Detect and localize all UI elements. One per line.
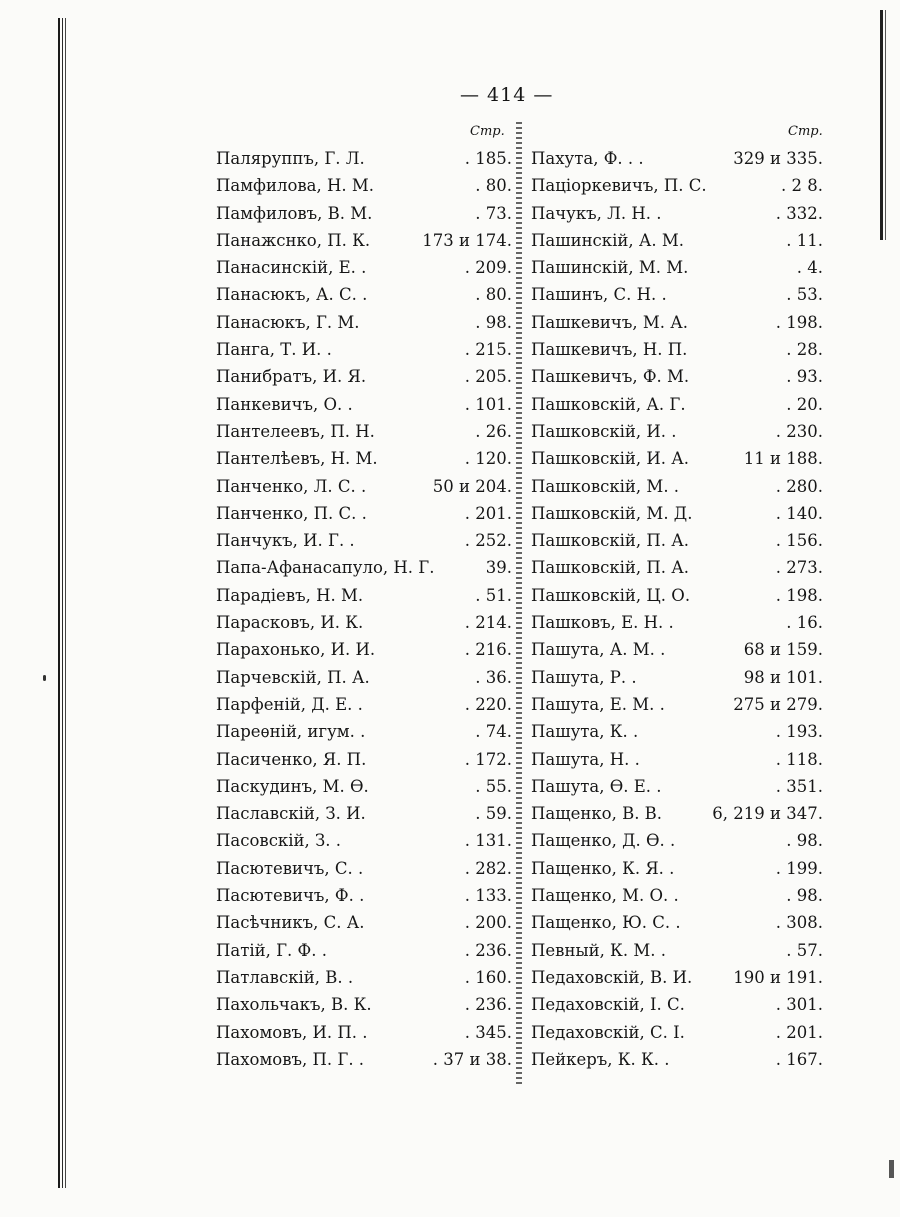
entry-name: Панажснко, П. К. bbox=[216, 230, 371, 250]
entry-page-ref: . 273. bbox=[775, 558, 823, 578]
entry-name: Педаховскій, В. И. bbox=[531, 967, 693, 987]
entry-page-ref: . 215. bbox=[464, 340, 512, 360]
index-entry bbox=[216, 257, 512, 284]
entry-page-ref: . 308. bbox=[775, 913, 823, 933]
entry-name: Пашинъ, С. Н. . bbox=[531, 285, 667, 305]
index-entry bbox=[216, 312, 512, 339]
index-entry bbox=[216, 1049, 512, 1076]
index-entry bbox=[216, 667, 512, 694]
entry-page-ref: . 11. bbox=[786, 230, 823, 250]
index-entry bbox=[216, 749, 512, 776]
entry-page-ref: . 185. bbox=[464, 149, 512, 168]
entry-page-ref: 173 и 174. bbox=[422, 230, 512, 250]
entry-name: Пашкевичъ, Н. П. bbox=[531, 340, 688, 360]
index-entry bbox=[216, 994, 512, 1021]
entry-page-ref: . 332. bbox=[775, 203, 823, 223]
column-header-right: Стр. bbox=[788, 124, 823, 139]
index-entry bbox=[531, 1049, 823, 1076]
entry-page-ref: 39. bbox=[485, 558, 512, 578]
entry-page-ref: . 172. bbox=[464, 749, 512, 769]
entry-page-ref: . 101. bbox=[464, 394, 512, 414]
entry-page-ref: 50 и 204. bbox=[432, 476, 512, 496]
entry-name: Паскудинъ, М. Ѳ. bbox=[216, 776, 369, 796]
entry-name: Пасѣчникъ, С. А. bbox=[216, 913, 365, 933]
index-entry bbox=[531, 284, 823, 311]
entry-name: Пейкеръ, К. К. . bbox=[531, 1049, 670, 1069]
entry-page-ref: . 37 и 38. bbox=[432, 1049, 512, 1069]
index-entry bbox=[531, 749, 823, 776]
index-entry bbox=[216, 940, 512, 967]
entry-name: Пантелѣевъ, Н. М. bbox=[216, 449, 378, 469]
index-entry bbox=[216, 366, 512, 393]
entry-page-ref: . 118. bbox=[775, 749, 823, 769]
entry-name: Пасиченко, Я. П. bbox=[216, 749, 367, 769]
index-entry bbox=[531, 530, 823, 557]
entry-name: Педаховскій, С. І. bbox=[531, 1022, 685, 1042]
entry-page-ref: . 236. bbox=[464, 995, 512, 1015]
entry-page-ref: . 198. bbox=[775, 585, 823, 605]
index-entry bbox=[531, 557, 823, 584]
entry-page-ref: 68 и 159. bbox=[743, 640, 823, 660]
entry-page-ref: . 140. bbox=[775, 503, 823, 523]
index-entry bbox=[216, 421, 512, 448]
entry-name: Пашкевичъ, Ф. М. bbox=[531, 367, 690, 387]
entry-name: Парчевскій, П. А. bbox=[216, 667, 370, 687]
column-header-left: Стр. bbox=[470, 124, 505, 139]
entry-name: Памфилова, Н. М. bbox=[216, 176, 375, 196]
entry-page-ref: . 80. bbox=[475, 285, 512, 305]
index-entry bbox=[531, 612, 823, 639]
entry-name: Пасютевичъ, С. . bbox=[216, 858, 364, 878]
entry-page-ref: . 236. bbox=[464, 940, 512, 960]
index-entry bbox=[216, 803, 512, 830]
entry-name: Пахомовъ, И. П. . bbox=[216, 1022, 368, 1042]
index-entry bbox=[531, 448, 823, 475]
entry-page-ref: . 98. bbox=[786, 831, 823, 851]
index-entry bbox=[531, 639, 823, 666]
entry-name: Парасковъ, И. К. bbox=[216, 613, 364, 633]
entry-page-ref: . 167. bbox=[775, 1049, 823, 1069]
entry-page-ref: . 26. bbox=[475, 421, 512, 441]
entry-page-ref: . 230. bbox=[775, 421, 823, 441]
entry-name: Пащенко, К. Я. . bbox=[531, 858, 675, 878]
index-entry bbox=[531, 721, 823, 748]
entry-name: Педаховскій, І. С. bbox=[531, 995, 685, 1015]
index-entry bbox=[531, 312, 823, 339]
entry-name: Патлавскій, В. . bbox=[216, 967, 354, 987]
index-entry bbox=[531, 667, 823, 694]
index-entry bbox=[531, 366, 823, 393]
entry-name: Патій, Г. Ф. . bbox=[216, 940, 327, 960]
entry-page-ref: . 59. bbox=[475, 804, 512, 824]
entry-name: Панкевичъ, О. . bbox=[216, 394, 353, 414]
entry-page-ref: . 160. bbox=[464, 967, 512, 987]
entry-page-ref: . 156. bbox=[775, 531, 823, 551]
entry-name: Пашковскій, М. . bbox=[531, 476, 680, 496]
entry-page-ref: . 201. bbox=[775, 1022, 823, 1042]
index-entry bbox=[531, 394, 823, 421]
index-entry bbox=[531, 830, 823, 857]
index-entry bbox=[216, 175, 512, 202]
index-entry bbox=[531, 175, 823, 202]
entry-page-ref: 6, 219 и 347. bbox=[712, 804, 823, 824]
index-entry bbox=[216, 203, 512, 230]
entry-name: Пашута, Р. . bbox=[531, 667, 637, 687]
entry-page-ref: . 20. bbox=[786, 394, 823, 414]
entry-page-ref: 190 и 191. bbox=[733, 967, 823, 987]
index-entry bbox=[531, 257, 823, 284]
entry-name: Парфеній, Д. Е. . bbox=[216, 694, 363, 714]
ink-speck bbox=[889, 1160, 894, 1178]
entry-name: Пасютевичъ, Ф. . bbox=[216, 886, 365, 906]
entry-name: Пашута, К. . bbox=[531, 722, 639, 742]
entry-name: Пашута, А. М. . bbox=[531, 640, 666, 660]
entry-page-ref: . 55. bbox=[475, 776, 512, 796]
index-entry bbox=[531, 148, 823, 175]
index-entry bbox=[216, 967, 512, 994]
index-entry bbox=[531, 230, 823, 257]
index-entry bbox=[216, 776, 512, 803]
entry-name: Парадіевъ, Н. М. bbox=[216, 585, 364, 605]
entry-page-ref: . 16. bbox=[786, 613, 823, 633]
index-entry bbox=[531, 694, 823, 721]
index-entry bbox=[216, 830, 512, 857]
binding-edge bbox=[58, 18, 67, 1188]
entry-page-ref: . 216. bbox=[464, 640, 512, 660]
entry-name: Памфиловъ, В. М. bbox=[216, 203, 373, 223]
index-entry bbox=[216, 503, 512, 530]
index-entry bbox=[531, 858, 823, 885]
index-entry bbox=[216, 858, 512, 885]
entry-name: Пашковскій, П. А. bbox=[531, 531, 690, 551]
entry-page-ref: . 133. bbox=[464, 886, 512, 906]
entry-name: Пашинскій, А. М. bbox=[531, 230, 685, 250]
entry-name: Панченко, Л. С. . bbox=[216, 476, 367, 496]
column-divider bbox=[516, 122, 522, 1087]
entry-name: Паляруппъ, Г. Л. bbox=[216, 149, 365, 168]
entry-page-ref: . 252. bbox=[464, 531, 512, 551]
entry-page-ref: . 36. bbox=[475, 667, 512, 687]
index-entry bbox=[531, 803, 823, 830]
entry-page-ref: . 98. bbox=[786, 886, 823, 906]
index-entry bbox=[216, 721, 512, 748]
index-entry bbox=[531, 940, 823, 967]
entry-name: Пащенко, М. О. . bbox=[531, 886, 679, 906]
entry-name: Пашута, Ѳ. Е. . bbox=[531, 776, 662, 796]
entry-page-ref: . 209. bbox=[464, 258, 512, 278]
entry-name: Пашковскій, Ц. О. bbox=[531, 585, 691, 605]
index-entry bbox=[216, 476, 512, 503]
entry-page-ref: . 345. bbox=[464, 1022, 512, 1042]
page-number: — 414 — bbox=[460, 84, 554, 106]
entry-name: Пашута, Е. М. . bbox=[531, 694, 665, 714]
entry-page-ref: . 351. bbox=[775, 776, 823, 796]
index-entry bbox=[531, 967, 823, 994]
index-entry bbox=[216, 230, 512, 257]
entry-page-ref: . 214. bbox=[464, 613, 512, 633]
entry-page-ref: . 73. bbox=[475, 203, 512, 223]
entry-page-ref: . 201. bbox=[464, 503, 512, 523]
index-entry bbox=[216, 530, 512, 557]
entry-name: Пасовскій, З. . bbox=[216, 831, 342, 851]
entry-name: Папа-Афанасапуло, Н. Г. bbox=[216, 558, 435, 578]
index-entry bbox=[531, 503, 823, 530]
entry-page-ref: . 57. bbox=[786, 940, 823, 960]
entry-name: Пашковъ, Е. Н. . bbox=[531, 613, 674, 633]
entry-page-ref: . 120. bbox=[464, 449, 512, 469]
index-column-right bbox=[531, 148, 823, 1076]
index-entry bbox=[531, 585, 823, 612]
entry-page-ref: . 98. bbox=[475, 312, 512, 332]
entry-page-ref: . 198. bbox=[775, 312, 823, 332]
index-entry bbox=[216, 557, 512, 584]
index-entry bbox=[531, 339, 823, 366]
index-entry bbox=[531, 912, 823, 939]
entry-name: Парахонько, И. И. bbox=[216, 640, 376, 660]
entry-name: Пашковскій, П. А. bbox=[531, 558, 690, 578]
index-entry bbox=[216, 1022, 512, 1049]
index-entry bbox=[216, 284, 512, 311]
entry-page-ref: . 301. bbox=[775, 995, 823, 1015]
entry-page-ref: . 205. bbox=[464, 367, 512, 387]
index-entry bbox=[216, 912, 512, 939]
entry-page-ref: . 4. bbox=[796, 258, 823, 278]
entry-page-ref: . 28. bbox=[786, 340, 823, 360]
index-column-left bbox=[216, 148, 512, 1076]
entry-page-ref: 11 и 188. bbox=[743, 449, 823, 469]
index-entry bbox=[531, 203, 823, 230]
page-edge-mark bbox=[880, 10, 888, 240]
index-entry bbox=[531, 476, 823, 503]
entry-page-ref: 329 и 335. bbox=[733, 149, 823, 168]
entry-page-ref: . 131. bbox=[464, 831, 512, 851]
entry-name: Пащенко, Д. Ѳ. . bbox=[531, 831, 676, 851]
entry-page-ref: . 220. bbox=[464, 694, 512, 714]
entry-name: Пахольчакъ, В. К. bbox=[216, 995, 372, 1015]
entry-name: Панибратъ, И. Я. bbox=[216, 367, 367, 387]
entry-name: Панга, Т. И. . bbox=[216, 340, 332, 360]
index-entry bbox=[531, 421, 823, 448]
entry-page-ref: . 2 8. bbox=[781, 176, 823, 196]
entry-page-ref: . 93. bbox=[786, 367, 823, 387]
entry-name: Панченко, П. С. . bbox=[216, 503, 367, 523]
entry-name: Пашковскій, И. А. bbox=[531, 449, 690, 469]
entry-name: Паславскій, З. И. bbox=[216, 804, 366, 824]
entry-page-ref: 275 и 279. bbox=[733, 694, 823, 714]
entry-page-ref: . 199. bbox=[775, 858, 823, 878]
index-entry bbox=[531, 1022, 823, 1049]
entry-name: Пашковскій, И. . bbox=[531, 421, 677, 441]
entry-name: Пашута, Н. . bbox=[531, 749, 640, 769]
entry-name: Пахута, Ф. . . bbox=[531, 149, 644, 168]
entry-name: Пачукъ, Л. Н. . bbox=[531, 203, 662, 223]
index-entry bbox=[531, 885, 823, 912]
index-entry bbox=[531, 994, 823, 1021]
entry-name: Пареѳній, игум. . bbox=[216, 722, 366, 742]
entry-name: Пащенко, Ю. С. . bbox=[531, 913, 681, 933]
entry-name: Пашинскій, М. М. bbox=[531, 258, 689, 278]
entry-name: Пашковскій, А. Г. bbox=[531, 394, 686, 414]
index-entry bbox=[216, 148, 512, 175]
index-entry bbox=[216, 448, 512, 475]
entry-name: Панасюкъ, Г. М. bbox=[216, 312, 360, 332]
index-entry bbox=[216, 885, 512, 912]
entry-page-ref: . 280. bbox=[775, 476, 823, 496]
entry-name: Панасюкъ, А. С. . bbox=[216, 285, 368, 305]
entry-page-ref: . 51. bbox=[475, 585, 512, 605]
index-entry bbox=[216, 639, 512, 666]
entry-page-ref: . 53. bbox=[786, 285, 823, 305]
entry-page-ref: . 74. bbox=[475, 722, 512, 742]
entry-name: Панчукъ, И. Г. . bbox=[216, 531, 355, 551]
entry-name: Пашкевичъ, М. А. bbox=[531, 312, 688, 332]
entry-name: Панасинскій, Е. . bbox=[216, 258, 367, 278]
index-entry bbox=[216, 612, 512, 639]
entry-page-ref: . 200. bbox=[464, 913, 512, 933]
entry-name: Паціоркевичъ, П. С. bbox=[531, 176, 707, 196]
entry-page-ref: . 193. bbox=[775, 722, 823, 742]
index-entry bbox=[216, 694, 512, 721]
entry-name: Певный, К. М. . bbox=[531, 940, 666, 960]
entry-name: Пахомовъ, П. Г. . bbox=[216, 1049, 365, 1069]
index-entry bbox=[531, 776, 823, 803]
index-entry bbox=[216, 585, 512, 612]
entry-page-ref: . 282. bbox=[464, 858, 512, 878]
index-entry bbox=[216, 339, 512, 366]
entry-page-ref: 98 и 101. bbox=[743, 667, 823, 687]
entry-name: Пашковскій, М. Д. bbox=[531, 503, 693, 523]
entry-name: Пантелеевъ, П. Н. bbox=[216, 421, 375, 441]
entry-page-ref: . 80. bbox=[475, 176, 512, 196]
entry-name: Пащенко, В. В. bbox=[531, 804, 663, 824]
ink-speck bbox=[43, 675, 46, 681]
index-entry bbox=[216, 394, 512, 421]
